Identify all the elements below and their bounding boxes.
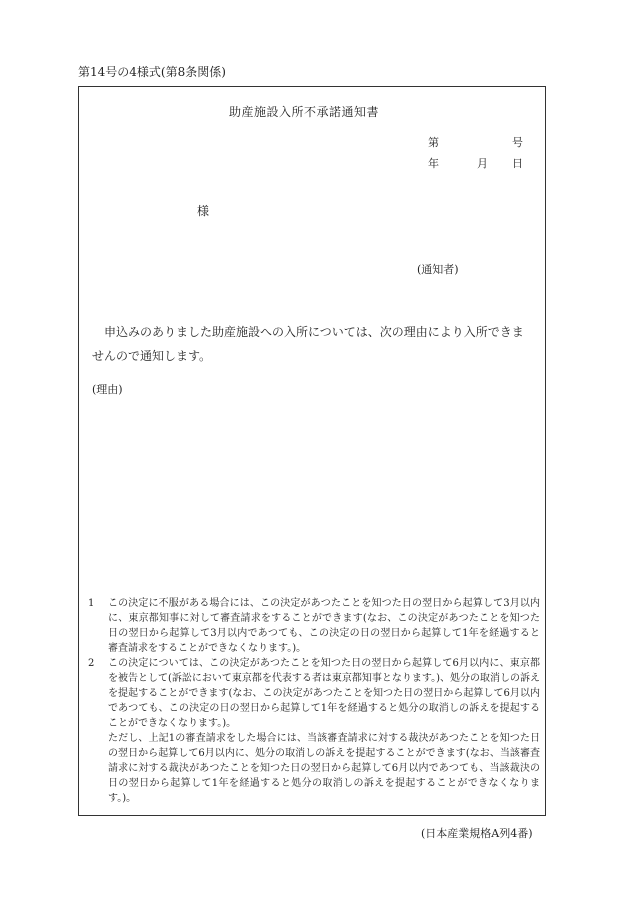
notifier-label: (通知者) xyxy=(417,263,459,276)
reason-heading: (理由) xyxy=(92,383,123,396)
document-number-prefix: 第 xyxy=(428,136,439,149)
note-item xyxy=(88,596,540,656)
note-number: 1 xyxy=(88,598,95,609)
document-title: 助産施設入所不承諾通知書 xyxy=(229,105,380,119)
date-year-label: 年 xyxy=(428,157,439,170)
note-text: この決定に不服がある場合には、この決定があつたことを知つた日の翌日から起算して3月以内に、東京都知事に対して審査請求をすることができます(なお、この決定があつたことを知つた日の翌日から起算して3月以内であつても、この決定の日の翌日から起算して1年を経過すると審査請求をすることができなくなります。)。 xyxy=(108,598,540,654)
document-number-suffix: 号 xyxy=(512,136,523,149)
addressee-suffix: 様 xyxy=(197,204,210,218)
note-number: 2 xyxy=(88,658,95,669)
notice-body: 申込みのありました助産施設への入所については、次の理由により入所できませんので通知します。 xyxy=(92,325,524,363)
paper-size-footer: (日本産業規格A列4番) xyxy=(421,827,533,840)
form-label: 第14号の4様式(第8条関係) xyxy=(78,65,226,79)
note-text: この決定については、この決定があつたことを知つた日の翌日から起算して6月以内に、東京都を被告として(訴訟において東京都を代表する者は東京都知事となります。)、処分の取消しの訴えを提起することができます(なお、この決定があつたことを知つた日の翌日から起算して6月以内であつても、この決定の日の翌日から起算して1年を経過すると処分の取消しの訴えを提起することができなくなります。)。 xyxy=(108,658,541,729)
note-continuation: ただし、上記1の審査請求をした場合には、当該審査請求に対する裁決があつたことを知つた日の翌日から起算して6月以内に、処分の取消しの訴えを提起することができます(なお、当該審査請求に対する裁決があつたことを知つた日の翌日から起算して6月以内であつても、当該裁決の日の翌日から起算して1年を経過すると処分の取消しの訴えを提起することができなくなります。)。 xyxy=(108,733,540,804)
note-item xyxy=(88,656,540,731)
appeal-notes xyxy=(88,596,540,806)
date-day-label: 日 xyxy=(512,157,523,170)
date-month-label: 月 xyxy=(477,157,488,170)
